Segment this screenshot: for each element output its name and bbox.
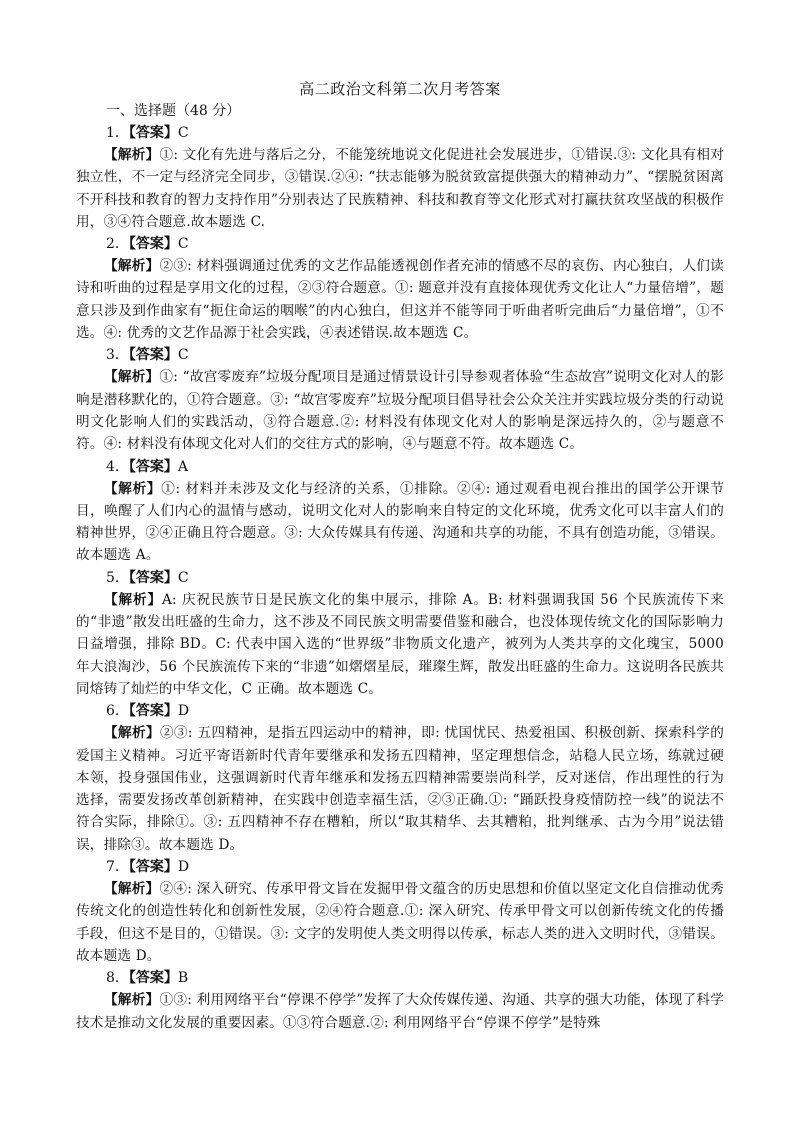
explanation-label: 【解析】 bbox=[104, 881, 160, 898]
explanation-text: ①: 材料并未涉及文化与经济的关系，①排除。②④: 通过观看电视台推出的国学公开课节目，唤醒了人们内心的温情与感动，说明文化对人的影响来自特定的文化环境，优秀文化可以丰富人们的精神世界，②④正确且符合题意。③: 大众传媒具有传递、沟通和共享的功能，不具有创造功能，③错误。故本题选 A。 bbox=[76, 480, 724, 564]
answer-label: 【答案】 bbox=[128, 458, 178, 475]
answer-line bbox=[106, 122, 724, 144]
answer-line bbox=[106, 967, 724, 989]
explanation-paragraph bbox=[76, 878, 724, 967]
answer-label: 【答案】 bbox=[128, 703, 178, 720]
answer-value: B bbox=[177, 970, 189, 987]
explanation-paragraph bbox=[76, 255, 724, 344]
answer-label: 【答案】 bbox=[128, 347, 178, 364]
explanation-label: 【解析】 bbox=[104, 591, 162, 608]
explanation-paragraph bbox=[76, 366, 724, 455]
question-number: 1． bbox=[106, 125, 129, 141]
answer-line bbox=[106, 567, 724, 589]
explanation-label: 【解析】 bbox=[104, 369, 160, 386]
answer-value: D bbox=[177, 703, 190, 720]
question-number: 3． bbox=[106, 347, 129, 364]
answer-line bbox=[106, 233, 724, 255]
answer-label: 【答案】 bbox=[128, 859, 178, 876]
explanation-paragraph bbox=[76, 722, 724, 856]
answer-label: 【答案】 bbox=[128, 569, 178, 586]
explanation-text: ②④: 深入研究、传承甲骨文旨在发掘甲骨文蕴含的历史思想和价值以坚定文化自信推动优秀传统文化的创造性转化和创新性发展，②④符合题意.①: 深入研究、传承甲骨文可以创新传统文化的传播手段，但这不是目的，①错误。③: 文字的发明使人类文明得以传承，标志人类的进入文明时代，③错误。故本题选 D。 bbox=[76, 881, 724, 964]
explanation-paragraph bbox=[76, 589, 724, 700]
answer-line bbox=[106, 700, 724, 722]
answer-value: C bbox=[177, 125, 189, 141]
question-list bbox=[76, 122, 724, 1034]
answer-line bbox=[106, 344, 724, 366]
explanation-paragraph bbox=[76, 144, 724, 233]
explanation-label: 【解析】 bbox=[104, 480, 162, 497]
explanation-text: ②③: 五四精神，是指五四运动中的精神，即: 忧国忧民、热爱祖国、积极创新、探索科学的爱国主义精神。习近平寄语新时代青年要继承和发扬五四精神，坚定理想信念，站稳人民立场，练就过硬本领，投身强国伟业，这强调新时代青年继承和发扬五四精神需要崇尚科学，反对迷信，作出理性的行为选择，需要发扬改革创新精神，在实践中创造幸福生活，②③正确.①: “踊跃投身疫情防控一线”的说法不符合实际，排除①。③: 五四精神不存在糟粕，所以“取其精华、去其糟粕，批判继承、古为今用”说法错误，排除③。故本题选 D。 bbox=[76, 725, 724, 853]
explanation-text: ②③: 材料强调通过优秀的文艺作品能透视创作者充沛的情感不尽的哀伤、内心独白，人们读诗和听曲的过程是享用文化的过程，②③符合题意。①: 题意并没有直接体现优秀文化让人“力量倍增”，题意只涉及到作曲家有“扼住命运的咽喉”的内心独白，但这并不能等同于听曲者听完曲后“力量倍增”，①不选。④: 优秀的文艺作品源于社会实践，④表述错误.故本题选 C。 bbox=[76, 258, 724, 342]
explanation-label: 【解析】 bbox=[104, 725, 160, 742]
explanation-text: ①: “故宫零废弃”垃圾分配项目是通过情景设计引导参观者体验“生态故宫”说明文化对人的影响是潜移默化的，①符合题意。③: “故宫零废弃”垃圾分配项目倡导社会公众关注并实践垃圾分类的行动说明文化影响人们的实践活动，③符合题意.②: 材料没有体现文化对人的影响是深远持久的，②与题意不符。④: 材料没有体现文化对人们的交往方式的影响，④与题意不符。故本题选 C。 bbox=[76, 369, 724, 453]
question-number: 4． bbox=[106, 458, 129, 475]
answer-label: 【答案】 bbox=[128, 970, 178, 987]
page-title: 高二政治文科第二次月考答案 bbox=[299, 80, 501, 98]
explanation-paragraph bbox=[76, 989, 724, 1034]
explanation-label: 【解析】 bbox=[104, 147, 160, 163]
answer-line bbox=[106, 456, 724, 478]
explanation-text: ①: 文化有先进与落后之分，不能笼统地说文化促进社会发展进步，①错误.③: 文化具有相对独立性，不一定与经济完全同步，③错误.②④: “扶志能够为脱贫致富提供强大的精神动力”、“摆脱贫困离不开科技和教育的智力支持作用”分别表达了民族精神、科技和教育等文化形式对打赢扶贫攻坚战的积极作用，③④符合题意.故本题选 C. bbox=[76, 147, 724, 230]
answer-value: A bbox=[177, 458, 189, 475]
answer-value: C bbox=[177, 569, 189, 586]
question-number: 2． bbox=[106, 236, 129, 253]
answer-label: 【答案】 bbox=[128, 236, 178, 253]
answer-value: C bbox=[177, 236, 189, 253]
question-number: 5． bbox=[106, 569, 129, 586]
answer-value: D bbox=[177, 859, 190, 876]
section-heading: 一、选择题（48 分） bbox=[106, 103, 241, 119]
answer-label: 【答案】 bbox=[128, 125, 178, 141]
explanation-label: 【解析】 bbox=[104, 992, 160, 1009]
question-number: 8． bbox=[106, 970, 129, 987]
question-number: 6． bbox=[106, 703, 129, 720]
explanation-text: A: 庆祝民族节日是民族文化的集中展示，排除 A。B: 材料强调我国 56 个民族流传下来的“非遗”散发出旺盛的生命力，这不涉及不同民族文明需要借鉴和融合，也没体现传统文化的国际影响力日益增强，排除 BD。C: 代表中国入选的“世界级”非物质文化遗产，被列为人类共享的文化瑰宝，5000 年大浪淘沙，56 个民族流传下来的“非遗”如熠熠星辰，璀璨生辉，散发出旺盛的生命力。这说明各民族共同熔铸了灿烂的中华文化，C 正确。故本题选 C。 bbox=[76, 591, 724, 697]
explanation-text: ①③: 利用网络平台“停课不停学”发挥了大众传媒传递、沟通、共享的强大功能，体现了科学技术是推动文化发展的重要因素。①③符合题意.②: 利用网络平台“停课不停学”是特殊 bbox=[76, 992, 724, 1031]
explanation-label: 【解析】 bbox=[104, 258, 160, 275]
question-number: 7． bbox=[106, 859, 129, 876]
answer-line bbox=[106, 856, 724, 878]
explanation-paragraph bbox=[76, 478, 724, 567]
answer-value: C bbox=[177, 347, 189, 364]
